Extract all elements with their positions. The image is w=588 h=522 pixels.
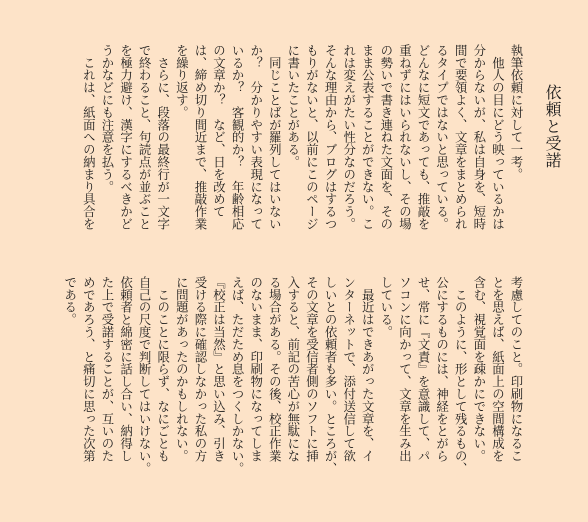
text-column: その文章を受信者側のソフトに挿: [304, 276, 320, 462]
text-column: で終わること、句読点が並ぶこと: [137, 44, 153, 230]
text-column: 間で要領よく、文章をまとめられ: [453, 44, 469, 230]
text-column: このことに限らず、なにごとも: [155, 276, 171, 462]
text-column: 公にするものには、神経をとがら: [434, 276, 450, 462]
text-column: うかなどにも注意を払う。: [99, 44, 115, 193]
text-column: えば、ただため息をつくしかない。: [230, 276, 246, 475]
text-column: 他人の目にどう映っているかは: [490, 44, 506, 230]
text-column: 含む、視覚面を疎かにできない。: [471, 276, 487, 462]
text-column: せ、常に『文責』を意識して、パ: [416, 276, 432, 462]
text-column: 入すると、前記の苦心が無駄にな: [285, 276, 301, 462]
text-column: 受ける際に確認しなかった私の方: [192, 276, 208, 462]
text-column: か？ 分かりやすい表現になって: [248, 44, 264, 230]
text-column: 考慮してのこと。印刷物になるこ: [509, 276, 524, 462]
text-column: 依頼者と綿密に話し合い、納得し: [118, 276, 134, 462]
text-column: これは、紙面への納まり具合を: [81, 44, 97, 230]
text-column: そんな理由から、ブログはするつ: [323, 44, 339, 230]
text-column: 執筆依頼に対して一考。: [509, 44, 524, 181]
text-column: のないまま、印刷物になってしま: [248, 276, 264, 462]
text-column: とを思えば、紙面上の空間構成を: [490, 276, 506, 462]
text-column: である。: [62, 276, 78, 326]
text-column: を極力避け、漢字にするべきかど: [118, 44, 134, 230]
text-column: れは変えがたい性分なのだろう。: [341, 44, 357, 230]
text-column: このように、形として残るもの、: [453, 276, 469, 475]
text-column: まま公表することができない。こ: [360, 44, 376, 230]
text-column: 最近はできあがった文章を、イ: [360, 276, 376, 462]
text-column: の勢いで書き連ねた文面を、その: [378, 44, 394, 230]
text-column: いるか？ 客観的か？ 年齢相応: [230, 44, 246, 230]
text-column: ソコンに向かって、文章を生み出: [397, 276, 413, 462]
text-column: 自己の尺度で判断してはいけない。: [137, 276, 153, 475]
text-column: している。: [378, 276, 394, 338]
lower-text-block: [30, 276, 525, 506]
text-column: ンターネットで、添付送信して欲: [341, 276, 357, 462]
text-column: に書いたことがある。: [285, 44, 301, 168]
text-column: さらに、段落の最終行が一文字: [155, 44, 171, 230]
text-column: しいとの依頼者も多い。ところが、: [323, 276, 339, 475]
text-column: 同じことばが羅列してはいない: [267, 44, 283, 230]
essay-title: 依頼と受諾: [543, 84, 562, 169]
text-column: た上で受諾することが、互いのた: [99, 276, 115, 462]
text-column: に問題があったのかもしれない。: [174, 276, 190, 462]
text-column: 分からないが、私は自身を、短時: [471, 44, 487, 230]
text-column: は、締め切り間近まで、推敲作業: [192, 44, 208, 230]
text-column: るタイプではないと思っている。: [434, 44, 450, 230]
text-column: を繰り返す。: [174, 44, 190, 119]
text-column: 『校正は当然』と思い込み、引き: [211, 276, 227, 462]
text-column: 重ねずにはいられないし、その場: [397, 44, 413, 230]
text-column: の文章か？ など、日を改めて: [211, 44, 227, 218]
upper-text-block: [30, 44, 525, 264]
text-column: る場合がある。その後、校正作業: [267, 276, 283, 462]
text-column: どんなに短文であっても、推敲を: [416, 44, 432, 230]
text-column: めであろう、と痛切に思った次第: [81, 276, 97, 462]
text-column: もりがないと、以前にこのページ: [304, 44, 320, 230]
